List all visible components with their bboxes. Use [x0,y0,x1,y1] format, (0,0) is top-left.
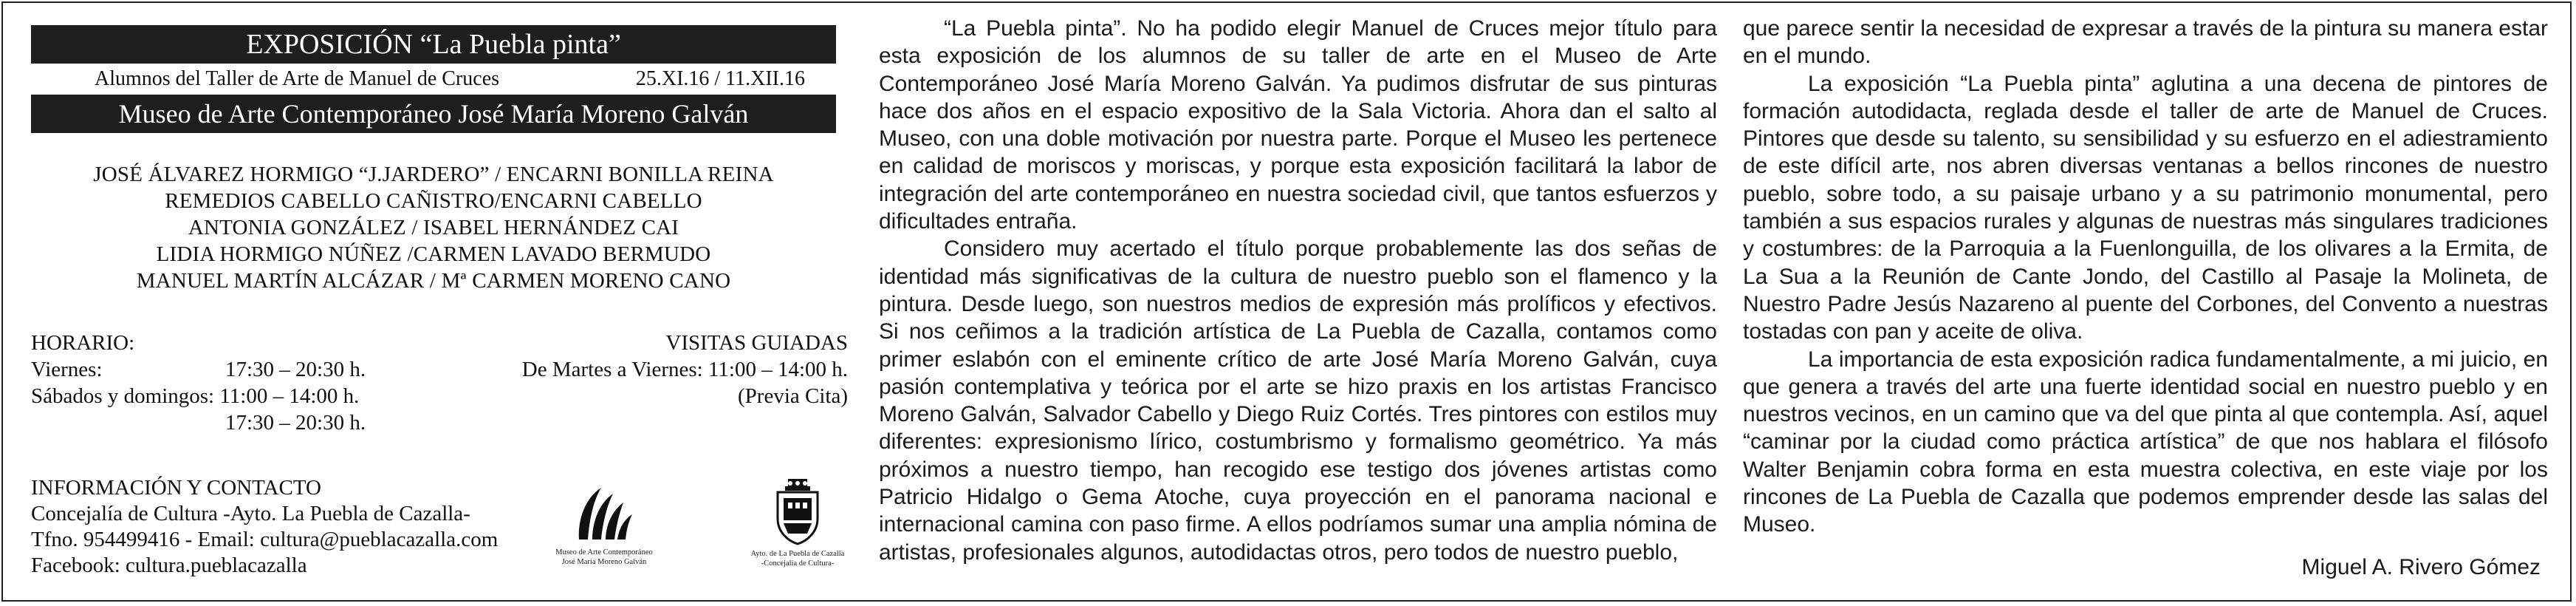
essay-paragraph: Considero muy acertado el título porque probablemente las dos señas de identidad más significativas de la cultura de nuestro pueblo son el flamenco y la pintura. Desde luego, son nuestros medios de expresión más prolíficos y efectivos. Si nos ceñimos a la tradición artística de La Puebla de Cazalla, contamos como primer eslabón con el eminente crítico de arte José María Moreno Galván, cuya pasión contemplativa y teórica por el arte se hizo praxis en los artistas Francisco Moreno Galván, Salvador Cabello y Diego Ruiz Cortés. Tres pintores con estilos muy diferentes: expresionismo lírico, costumbrismo y formalismo geométrico. Ya más próximos a nuestro tiempo, han recogido ese testigo dos jóvenes artistas como Patricio Hidalgo o Gema Atoche, cuya proyección en el panorama nacional e internacional camina con paso firme. A ellos podríamos sumar una amplia nómina de artistas, profesionales algunos, autodidactas otros, pero todos de nuestro pueblo, [879,236,1717,565]
contact-facebook: Facebook: cultura.pueblacazalla [31,554,307,577]
artists-line: ANTONIA GONZÁLEZ / ISABEL HERNÁNDEZ CAI [188,216,679,239]
essay-paragraph: que parece sentir la necesidad de expresar a través de la pintura su manera estar en el mundo. [1743,16,2548,69]
horario-time: 17:30 – 20:30 h. [225,358,366,381]
essay-column-2 [1743,15,2548,539]
contact-heading: INFORMACIÓN Y CONTACTO [31,476,321,500]
contact-phone-email: Tfno. 954499416 - Email: cultura@pueblacazalla.com [31,528,499,551]
ayuntamiento-logo-caption: -Concejalía de Cultura- [761,559,835,568]
exhibition-dates: 25.XI.16 / 11.XII.16 [635,67,805,90]
horario-heading: HORARIO: [31,331,135,355]
visitas-line: De Martes a Viernes: 11:00 – 14:00 h. [521,358,848,381]
essay-paragraph: “La Puebla pinta”. No ha podido elegir Manuel de Cruces mejor título para esta exposición de los alumnos de su taller de arte en el Museo de Arte Contemporáneo José María Moreno Galván. Ya pudimos disfrutar de sus pinturas hace dos años en el espacio expositivo de la Sala Victoria. Ahora dan el salto al Museo, con una doble motivación por nuestra parte. Porque el Museo les pertenece en calidad de moriscos y moriscas, y porque esta exposición facilitará la labor de integración del arte contemporáneo en nuestra sociedad civil, que tantos esfuerzos y dificultades entraña. [879,16,1717,234]
artists-line: JOSÉ ÁLVAREZ HORMIGO “J.JARDERO” / ENCARNI BONILLA REINA [93,163,774,186]
ayuntamiento-logo [742,477,853,568]
author-signature: Miguel A. Rivero Gómez [2301,555,2541,579]
coat-of-arms-icon [772,477,823,545]
artists-line: REMEDIOS CABELLO CAÑISTRO/ENCARNI CABELLO [165,189,702,213]
museum-name: Museo de Arte Contemporáneo José María Moreno Galván [31,95,836,133]
museum-logo-caption: José María Moreno Galván [561,558,647,566]
essay-paragraph: La importancia de esta exposición radica fundamentalmente, a mi juicio, en que genera a través del arte una fuerte identidad social en nuestro pueblo y en nuestros vecinos, en un camino que va del que pinta al que contempla. Así, aquel “caminar por la ciudad como práctica artística” de que nos hablara el filósofo Walter Benjamin cobra forma en esta muestra colectiva, en este viaje por los rincones de La Puebla de Cazalla que podemos emprender desde las salas del Museo. [1743,347,2548,537]
visitas-heading: VISITAS GUIADAS [665,331,848,355]
horario-row [31,356,445,383]
contact-section [31,475,563,579]
exhibition-title: EXPOSICIÓN “La Puebla pinta” [31,25,836,64]
museum-logo-icon [572,482,637,544]
horario-day: Viernes: [31,358,103,381]
museum-logo-caption: Museo de Arte Contemporáneo [555,548,653,556]
alumnos-text: Alumnos del Taller de Arte de Manuel de Cruces [95,67,500,90]
museum-logo [552,482,656,567]
horario-time: 17:30 – 20:30 h. [225,411,366,435]
contact-line: Concejalía de Cultura -Ayto. La Puebla de Cazalla- [31,502,470,525]
artists-line: MANUEL MARTÍN ALCÁZAR / Mª CARMEN MORENO CANO [136,269,731,293]
horario-row [31,409,445,436]
artists-list [31,161,836,294]
visitas-line: (Previa Cita) [738,384,848,408]
essay-column-1 [879,15,1717,566]
subtitle-line [31,65,836,93]
artists-line: LIDIA HORMIGO NÚÑEZ /CARMEN LAVADO BERMUDO [156,242,711,266]
visitas-section [405,330,848,409]
essay-paragraph: La exposición “La Puebla pinta” aglutina a una decena de pintores de formación autodidacta, reglada desde el taller de arte de Manuel de Cruces. Pintores que desde su talento, su sensibilidad y su esfuerzo en el adiestramiento de este difícil arte, nos abren diversas ventanas a bellos rincones de nuestro pueblo, sobre todo, a su paisaje urbano y a su patrimonio monumental, pero también a sus espacios rurales y algunas de nuestras más singulares tradiciones y costumbres: de la Parroquia a la Fuenlonguilla, de los olivares a la Ermita, de La Sua a la Reunión de Cante Jondo, del Castillo al Pasaje la Molineta, de Nuestro Padre Jesús Nazareno al puente del Corbones, del Convento a nuestras tostadas con pan y aceite de oliva. [1743,71,2548,344]
horario-row: Sábados y domingos: 11:00 – 14:00 h. [31,384,360,408]
horario-section [31,330,445,436]
ayuntamiento-logo-caption: Ayto. de La Puebla de Cazalla [750,550,845,558]
